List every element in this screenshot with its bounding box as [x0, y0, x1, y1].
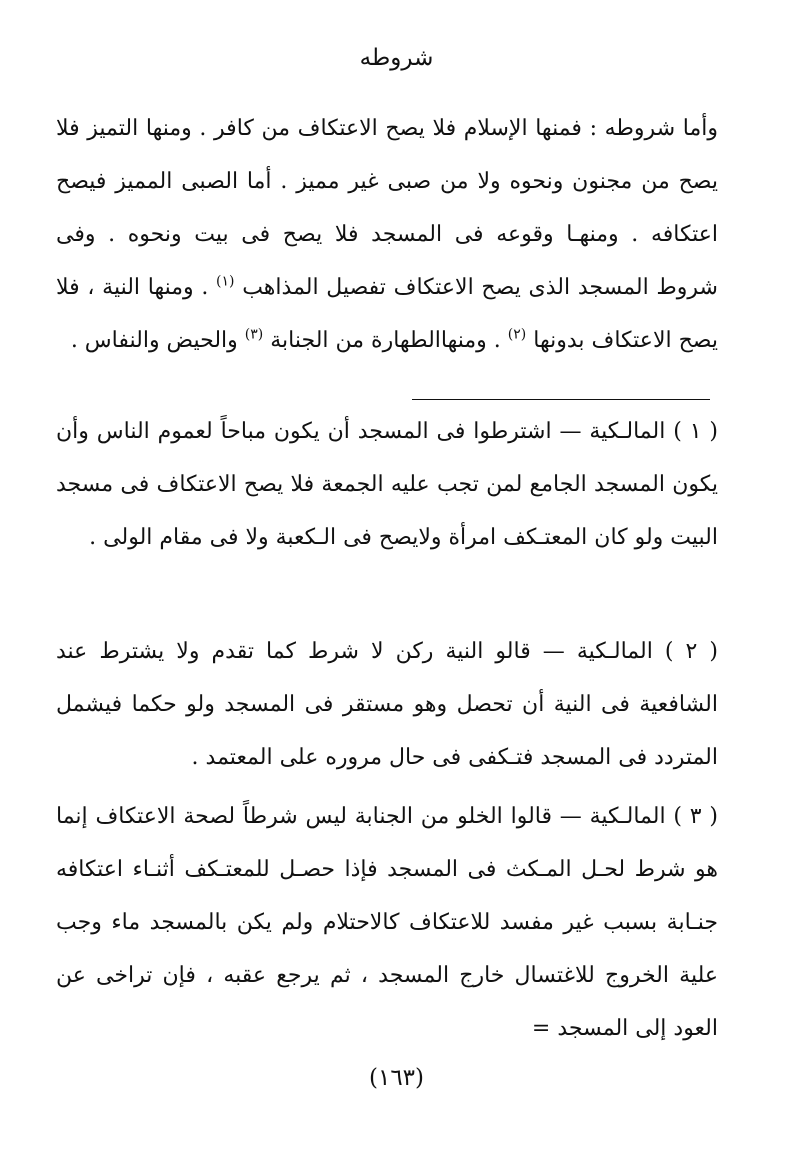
page-number: (١٦٣) — [368, 1065, 425, 1091]
page-heading: شروطه — [359, 45, 434, 71]
footnote-separator — [412, 399, 710, 400]
footnote-ref-3: (٣) — [244, 326, 264, 343]
main-text-part-1: وأما شروطه : فمنها الإسلام فلا يصح الاعتكاف من كافر . ومنها التميز فلا يصح من مجنون ونحوه ولا من صبى غير مميز . أما الصبى المميز فيصح اعتكافه . ومنهـا وقوعه فى المسجد فلا يصح فى بيت ونحوه . وفى شروط المسجد الذى يصح الاعتكاف تفصيل المذاهب — [56, 116, 718, 300]
main-text-part-3: . ومنهاالطهارة من الجنابة — [270, 328, 501, 353]
main-text-part-4: والحيض والنفاس . — [70, 328, 238, 353]
main-text-part-2: . ومنها النية ، فلا يصح الاعتكاف بدونها — [56, 275, 718, 353]
footnote-ref-2: (٢) — [507, 326, 527, 343]
footnote-1: ( ١ ) المالـكية — اشترطوا فى المسجد أن يكون مباحاً لعموم الناس وأن يكون المسجد الجامع لمن تجب عليه الجمعة فلا يصح الاعتكاف فى مسجد البيت ولو كان المعتـكف امرأة ولايصح فى الـكعبة ولا فى مقام الولى . — [56, 419, 719, 550]
footnote-2: ( ٢ ) المالـكية — قالو النية ركن لا شرط كما تقدم ولا يشترط عند الشافعية فى النية أن تحصل وهو مستقر فى المسجد ولو حكما فيشمل المتردد فى المسجد فتـكفى فى حال مروره على المعتمد . — [56, 639, 719, 770]
footnote-ref-1: (١) — [216, 273, 235, 290]
main-paragraph — [56, 102, 718, 367]
footnote-3: ( ٣ ) المالـكية — قالوا الخلو من الجنابة ليس شرطاً لصحة الاعتكاف إنما هو شرط لحـل المـكث فى المسجد فإذا حصـل للمعتـكف أثنـاء اعتكافه جنـابة بسبب غير مفسد للاعتكاف كالاحتلام ولم يكن بالمسجد ماء وجب علية الخروج للاغتسال خارج المسجد ، ثم يرجع عقبه ، فإن تراخى عن العود إلى المسجد = — [56, 804, 718, 1041]
